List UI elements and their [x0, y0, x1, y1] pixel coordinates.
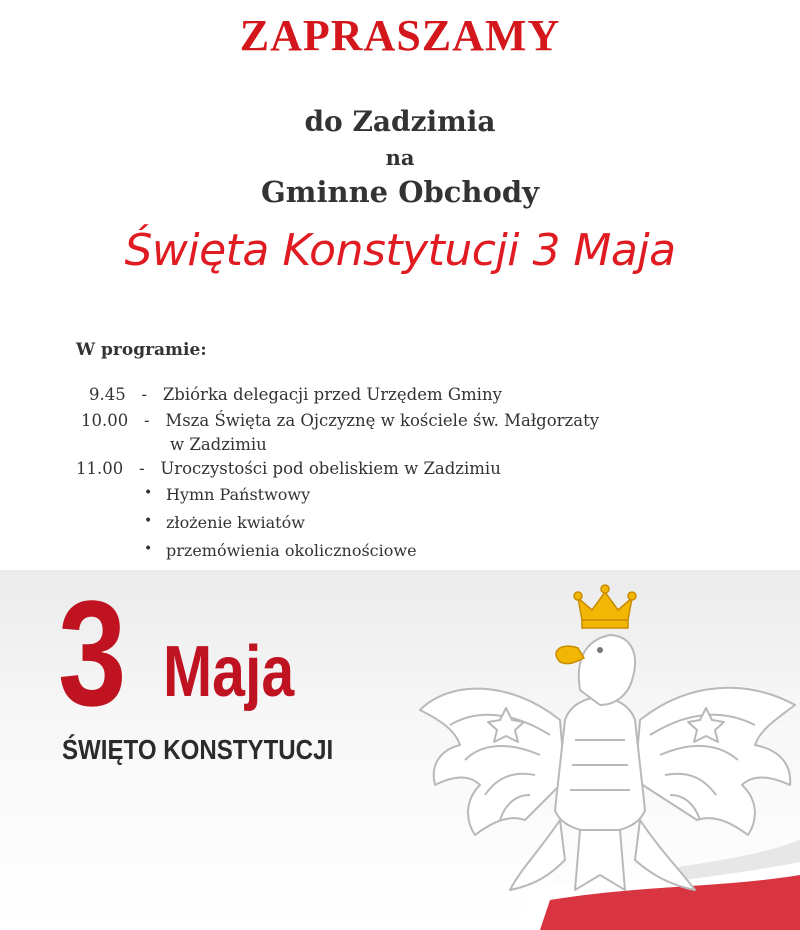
program-time: 11.00: [76, 459, 124, 478]
banner-word: Maja: [163, 632, 295, 712]
holiday-banner: [0, 570, 800, 930]
invitation-line-place: do Zadzimia: [304, 105, 496, 138]
program-item: 9.45 - Zbiórka delegacji przed Urzędem Gminy: [89, 385, 502, 404]
invitation-heading: ZAPRASZAMY: [239, 11, 561, 60]
banner-subtitle: ŚWIĘTO KONSTYTUCJI: [62, 734, 334, 765]
program-text: Uroczystości pod obeliskiem w Zadzimiu: [160, 459, 501, 478]
program-heading: W programie:: [76, 340, 207, 360]
program-item: 10.00 - Msza Święta za Ojczyznę w kościele św. Małgorzaty: [81, 411, 600, 430]
white-eagle-with-crown-icon: [400, 570, 800, 930]
invitation-line-event: Gminne Obchody: [261, 175, 539, 209]
event-title: Święta Konstytucji 3 Maja: [124, 225, 676, 276]
program-text-continued: w Zadzimiu: [170, 435, 267, 454]
banner-number: 3: [58, 570, 127, 737]
program-item: 11.00 - Uroczystości pod obeliskiem w Zadzimiu: [76, 459, 501, 478]
program-text: Msza Święta za Ojczyznę w kościele św. Małgorzaty: [165, 411, 600, 430]
invitation-line-na: na: [385, 145, 415, 170]
program-time: 9.45: [89, 385, 126, 404]
program-time: 10.00: [81, 411, 129, 430]
program-text: Zbiórka delegacji przed Urzędem Gminy: [162, 385, 502, 404]
